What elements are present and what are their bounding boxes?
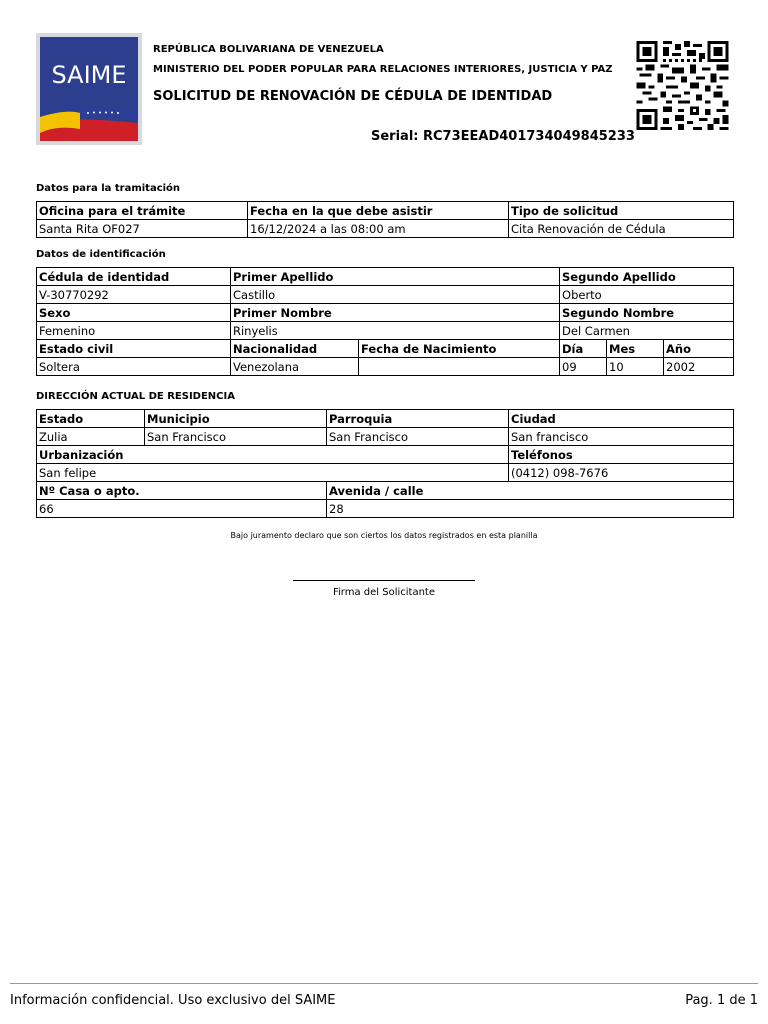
label-anio: Año xyxy=(664,340,734,358)
label-segundo-nombre: Segundo Nombre xyxy=(560,304,734,322)
value-cedula: V-30770292 xyxy=(37,286,231,304)
label-fecha-nacimiento: Fecha de Nacimiento xyxy=(359,340,560,358)
value-urbanizacion: San felipe xyxy=(37,464,509,482)
label-avenida-calle: Avenida / calle xyxy=(327,482,734,500)
tramitacion-table xyxy=(36,201,734,238)
label-primer-nombre: Primer Nombre xyxy=(231,304,560,322)
label-fecha-asistir: Fecha en la que debe asistir xyxy=(248,202,509,220)
label-dia: Día xyxy=(560,340,607,358)
identificacion-table xyxy=(36,267,734,376)
label-municipio: Municipio xyxy=(145,410,327,428)
value-fecha-nacimiento xyxy=(359,358,560,376)
table-row xyxy=(37,428,734,446)
signature-label: Firma del Solicitante xyxy=(332,587,435,598)
label-nacionalidad: Nacionalidad xyxy=(231,340,359,358)
value-estado-civil: Soltera xyxy=(37,358,231,376)
value-sexo: Femenino xyxy=(37,322,231,340)
label-cedula: Cédula de identidad xyxy=(37,268,231,286)
oath-statement: Bajo juramento declaro que son ciertos los datos registrados en esta planilla xyxy=(230,531,538,540)
table-row xyxy=(37,358,734,376)
table-row xyxy=(37,464,734,482)
republic-heading: REPÚBLICA BOLIVARIANA DE VENEZUELA xyxy=(153,44,384,55)
table-row xyxy=(37,202,734,220)
section-title-identificacion: Datos de identificación xyxy=(36,249,166,260)
value-primer-apellido: Castillo xyxy=(231,286,560,304)
table-row xyxy=(37,340,734,358)
label-primer-apellido: Primer Apellido xyxy=(231,268,560,286)
table-row xyxy=(37,286,734,304)
value-ciudad: San francisco xyxy=(509,428,734,446)
value-telefonos: (0412) 098-7676 xyxy=(509,464,734,482)
value-nacionalidad: Venezolana xyxy=(231,358,359,376)
section-title-tramitacion: Datos para la tramitación xyxy=(36,183,181,194)
logo-text: SAIME xyxy=(51,61,127,89)
value-segundo-apellido: Oberto xyxy=(560,286,734,304)
signature-line xyxy=(293,580,475,581)
label-oficina: Oficina para el trámite xyxy=(37,202,248,220)
value-anio: 2002 xyxy=(664,358,734,376)
document-title: SOLICITUD DE RENOVACIÓN DE CÉDULA DE IDENTIDAD xyxy=(153,89,553,104)
value-municipio: San Francisco xyxy=(145,428,327,446)
table-row xyxy=(37,500,734,518)
label-estado: Estado xyxy=(37,410,145,428)
value-estado: Zulia xyxy=(37,428,145,446)
value-primer-nombre: Rinyelis xyxy=(231,322,560,340)
table-row xyxy=(37,446,734,464)
footer-divider xyxy=(10,983,758,984)
value-mes: 10 xyxy=(607,358,664,376)
value-casa-apto: 66 xyxy=(37,500,327,518)
value-segundo-nombre: Del Carmen xyxy=(560,322,734,340)
serial-number: Serial: RC73EEAD401734049845233 xyxy=(371,129,635,144)
label-segundo-apellido: Segundo Apellido xyxy=(560,268,734,286)
table-row xyxy=(37,220,734,238)
footer-confidential-note: Información confidencial. Uso exclusivo del SAIME xyxy=(10,993,336,1008)
saime-logo xyxy=(36,33,142,145)
table-row xyxy=(37,482,734,500)
table-row xyxy=(37,268,734,286)
label-sexo: Sexo xyxy=(37,304,231,322)
label-casa-apto: Nº Casa o apto. xyxy=(37,482,327,500)
page-number: Pag. 1 de 1 xyxy=(685,993,758,1008)
table-row xyxy=(37,322,734,340)
section-title-residencia: DIRECCIÓN ACTUAL DE RESIDENCIA xyxy=(36,391,235,402)
label-ciudad: Ciudad xyxy=(509,410,734,428)
value-parroquia: San Francisco xyxy=(327,428,509,446)
label-mes: Mes xyxy=(607,340,664,358)
label-estado-civil: Estado civil xyxy=(37,340,231,358)
ministry-heading: MINISTERIO DEL PODER POPULAR PARA RELACIONES INTERIORES, JUSTICIA Y PAZ xyxy=(153,64,613,75)
label-parroquia: Parroquia xyxy=(327,410,509,428)
table-row xyxy=(37,410,734,428)
residencia-table xyxy=(36,409,734,518)
value-avenida-calle: 28 xyxy=(327,500,734,518)
label-urbanizacion: Urbanización xyxy=(37,446,509,464)
label-telefonos: Teléfonos xyxy=(509,446,734,464)
value-fecha-asistir: 16/12/2024 a las 08:00 am xyxy=(248,220,509,238)
value-dia: 09 xyxy=(560,358,607,376)
table-row xyxy=(37,304,734,322)
value-oficina: Santa Rita OF027 xyxy=(37,220,248,238)
qr-code-icon xyxy=(636,41,729,130)
label-tipo-solicitud: Tipo de solicitud xyxy=(509,202,734,220)
value-tipo-solicitud: Cita Renovación de Cédula xyxy=(509,220,734,238)
